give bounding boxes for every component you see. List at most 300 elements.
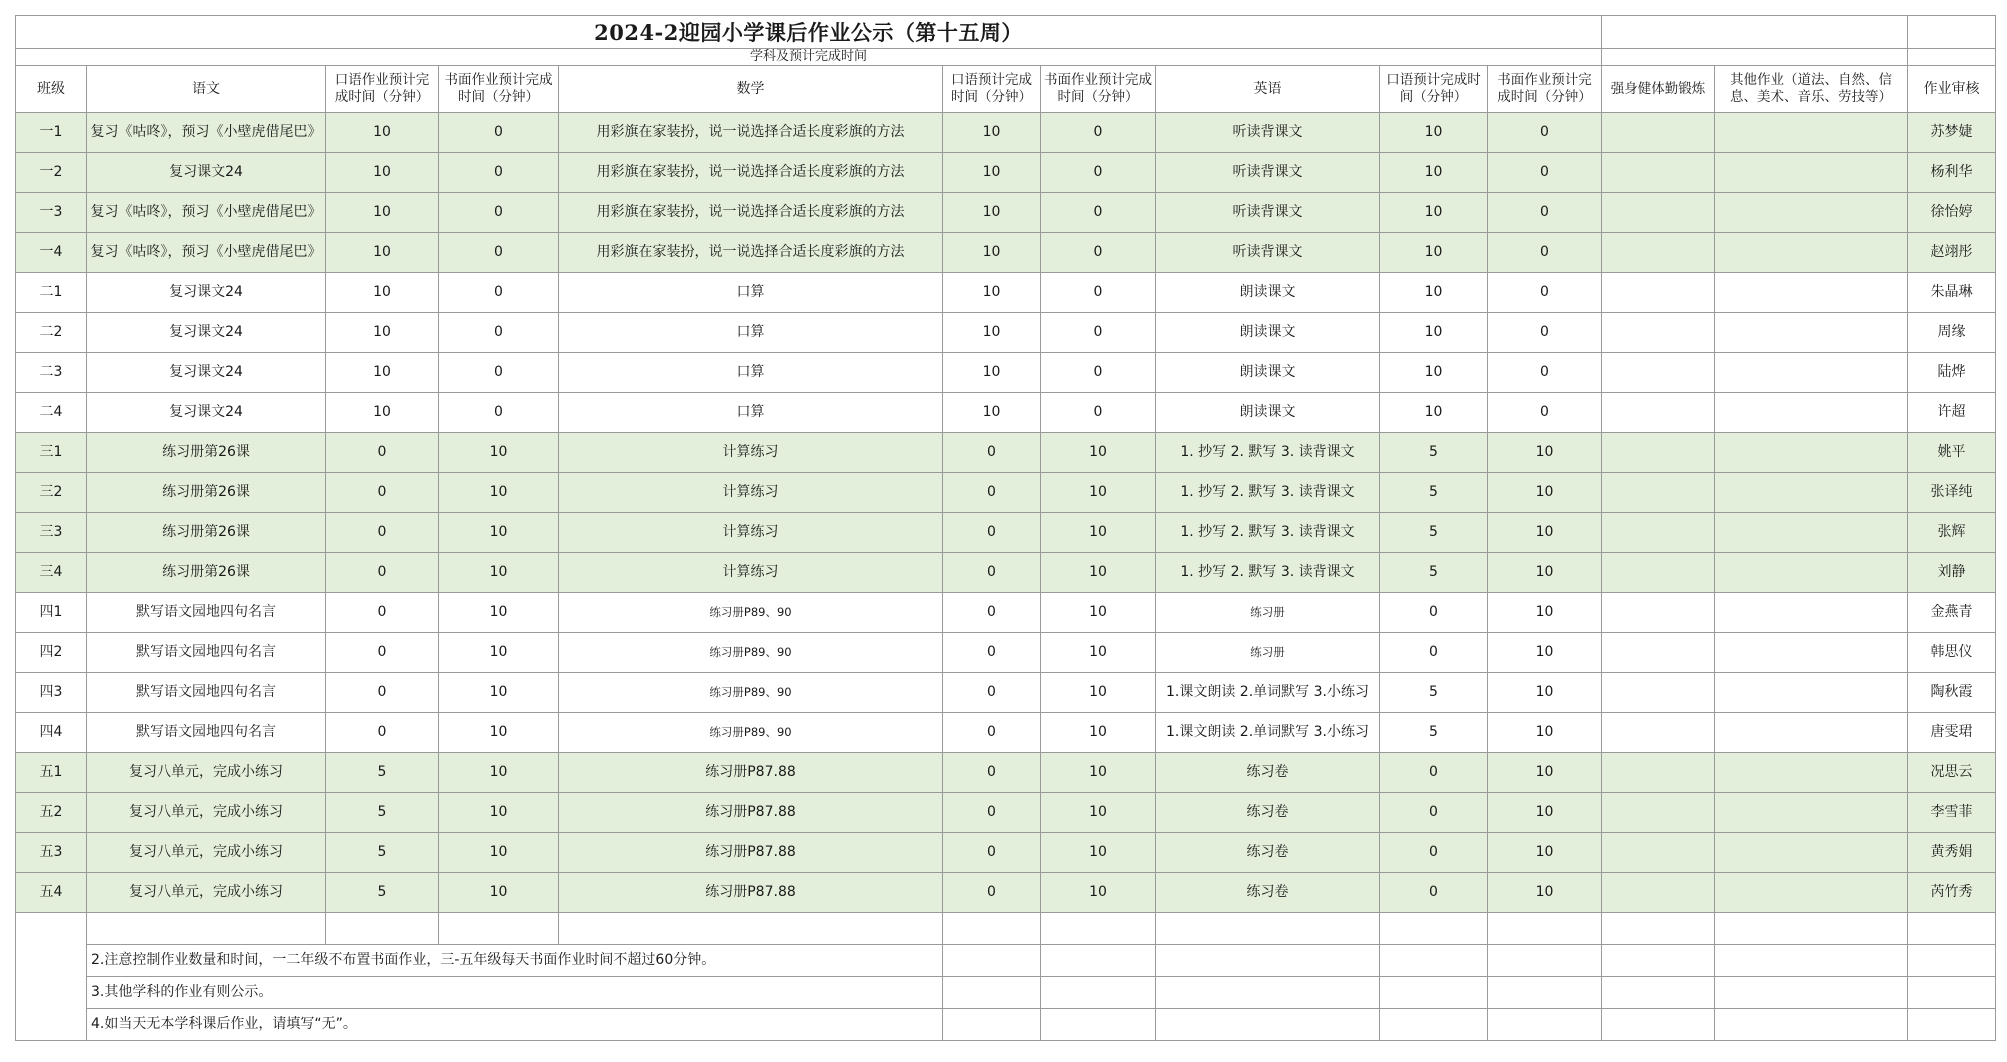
cell-class[interactable]: 五2: [16, 793, 87, 833]
cell-math-written-min[interactable]: 10: [1041, 633, 1156, 673]
cell-math-written-min[interactable]: 10: [1041, 593, 1156, 633]
cell-math-written-min[interactable]: 0: [1041, 313, 1156, 353]
cell-math-written-min[interactable]: 10: [1041, 673, 1156, 713]
cell-math-task[interactable]: 用彩旗在家装扮，说一说选择合适长度彩旗的方法: [559, 233, 943, 273]
cell-math-written-min[interactable]: 0: [1041, 273, 1156, 313]
cell-english-written-min[interactable]: 10: [1488, 753, 1602, 793]
cell-chinese-oral-min[interactable]: 5: [326, 873, 439, 913]
cell-english-written-min[interactable]: 0: [1488, 233, 1602, 273]
cell-exercise[interactable]: [1602, 193, 1715, 233]
cell-reviewer[interactable]: 况思云: [1908, 753, 1996, 793]
cell-chinese-written-min[interactable]: 10: [439, 793, 559, 833]
cell-english-oral-min[interactable]: 0: [1380, 793, 1488, 833]
cell-chinese-oral-min[interactable]: 5: [326, 753, 439, 793]
cell-other[interactable]: [1715, 553, 1908, 593]
cell-class[interactable]: 五1: [16, 753, 87, 793]
cell-chinese-oral-min[interactable]: 10: [326, 353, 439, 393]
cell-english-oral-min[interactable]: 10: [1380, 393, 1488, 433]
cell-english-written-min[interactable]: 10: [1488, 873, 1602, 913]
cell-chinese-oral-min[interactable]: 5: [326, 833, 439, 873]
header-review[interactable]: 作业审核: [1908, 66, 1996, 113]
cell-math-written-min[interactable]: 10: [1041, 433, 1156, 473]
cell-english-oral-min[interactable]: 10: [1380, 313, 1488, 353]
cell-chinese-task[interactable]: 复习《咕咚》，预习《小壁虎借尾巴》: [87, 233, 326, 273]
cell-other[interactable]: [1715, 113, 1908, 153]
cell-class[interactable]: 四3: [16, 673, 87, 713]
empty-cell[interactable]: [1602, 945, 1715, 977]
cell-exercise[interactable]: [1602, 633, 1715, 673]
cell-chinese-oral-min[interactable]: 0: [326, 473, 439, 513]
cell-class[interactable]: 四4: [16, 713, 87, 753]
cell-chinese-task[interactable]: 复习八单元，完成小练习: [87, 793, 326, 833]
cell-chinese-oral-min[interactable]: 0: [326, 433, 439, 473]
cell-chinese-oral-min[interactable]: 0: [326, 673, 439, 713]
cell-exercise[interactable]: [1602, 473, 1715, 513]
cell-chinese-oral-min[interactable]: 10: [326, 393, 439, 433]
cell-chinese-written-min[interactable]: 0: [439, 233, 559, 273]
cell-math-written-min[interactable]: 10: [1041, 833, 1156, 873]
cell-chinese-oral-min[interactable]: 10: [326, 313, 439, 353]
cell-other[interactable]: [1715, 633, 1908, 673]
cell-reviewer[interactable]: 朱晶琳: [1908, 273, 1996, 313]
empty-cell[interactable]: [1602, 977, 1715, 1009]
cell-math-written-min[interactable]: 0: [1041, 193, 1156, 233]
cell-chinese-oral-min[interactable]: 10: [326, 233, 439, 273]
empty-cell[interactable]: [943, 1009, 1041, 1041]
cell-other[interactable]: [1715, 193, 1908, 233]
cell-chinese-task[interactable]: 复习八单元，完成小练习: [87, 833, 326, 873]
cell-english-task[interactable]: 听读背课文: [1156, 153, 1380, 193]
header-english-oral[interactable]: 口语预计完成时间（分钟）: [1380, 66, 1488, 113]
cell-chinese-oral-min[interactable]: 10: [326, 193, 439, 233]
cell-exercise[interactable]: [1602, 353, 1715, 393]
cell-math-task[interactable]: 计算练习: [559, 513, 943, 553]
cell-exercise[interactable]: [1602, 513, 1715, 553]
cell-math-written-min[interactable]: 10: [1041, 473, 1156, 513]
cell-math-task[interactable]: 练习册P87.88: [559, 833, 943, 873]
cell-other[interactable]: [1715, 433, 1908, 473]
cell-chinese-task[interactable]: 复习八单元，完成小练习: [87, 873, 326, 913]
header-chinese-written[interactable]: 书面作业预计完成时间（分钟）: [439, 66, 559, 113]
empty-cell[interactable]: [1488, 977, 1602, 1009]
cell-other[interactable]: [1715, 753, 1908, 793]
cell-english-oral-min[interactable]: 0: [1380, 593, 1488, 633]
cell-math-oral-min[interactable]: 10: [943, 233, 1041, 273]
cell-chinese-written-min[interactable]: 10: [439, 513, 559, 553]
cell-chinese-written-min[interactable]: 10: [439, 673, 559, 713]
cell-math-task[interactable]: 练习册P89、90: [559, 713, 943, 753]
empty-cell[interactable]: [559, 913, 943, 945]
cell-other[interactable]: [1715, 313, 1908, 353]
cell-english-oral-min[interactable]: 5: [1380, 553, 1488, 593]
cell-chinese-oral-min[interactable]: 0: [326, 713, 439, 753]
cell-chinese-task[interactable]: 复习《咕咚》，预习《小壁虎借尾巴》: [87, 113, 326, 153]
cell-math-oral-min[interactable]: 0: [943, 553, 1041, 593]
cell-chinese-written-min[interactable]: 0: [439, 393, 559, 433]
cell-chinese-written-min[interactable]: 0: [439, 193, 559, 233]
cell-english-written-min[interactable]: 10: [1488, 433, 1602, 473]
cell-other[interactable]: [1715, 233, 1908, 273]
empty-cell[interactable]: [1041, 977, 1156, 1009]
cell-english-written-min[interactable]: 0: [1488, 153, 1602, 193]
cell-chinese-task[interactable]: 复习课文24: [87, 273, 326, 313]
header-math[interactable]: 数学: [559, 66, 943, 113]
cell-chinese-task[interactable]: 练习册第26课: [87, 473, 326, 513]
cell-class[interactable]: 一4: [16, 233, 87, 273]
cell-reviewer[interactable]: 姚平: [1908, 433, 1996, 473]
empty-cell[interactable]: [943, 977, 1041, 1009]
cell-exercise[interactable]: [1602, 273, 1715, 313]
cell-math-oral-min[interactable]: 0: [943, 793, 1041, 833]
subject-empty-cell[interactable]: [1908, 49, 1996, 66]
cell-english-oral-min[interactable]: 5: [1380, 513, 1488, 553]
cell-english-oral-min[interactable]: 10: [1380, 273, 1488, 313]
cell-english-oral-min[interactable]: 0: [1380, 633, 1488, 673]
cell-english-task[interactable]: 练习卷: [1156, 793, 1380, 833]
cell-reviewer[interactable]: 杨利华: [1908, 153, 1996, 193]
cell-english-oral-min[interactable]: 10: [1380, 353, 1488, 393]
cell-other[interactable]: [1715, 673, 1908, 713]
cell-english-task[interactable]: 1.课文朗读 2.单词默写 3.小练习: [1156, 673, 1380, 713]
empty-cell[interactable]: [1715, 1009, 1908, 1041]
cell-math-written-min[interactable]: 10: [1041, 793, 1156, 833]
cell-math-written-min[interactable]: 10: [1041, 753, 1156, 793]
cell-math-oral-min[interactable]: 10: [943, 313, 1041, 353]
header-math-oral[interactable]: 口语预计完成时间（分钟）: [943, 66, 1041, 113]
cell-class[interactable]: 五3: [16, 833, 87, 873]
empty-cell[interactable]: [1908, 1009, 1996, 1041]
cell-class[interactable]: 二4: [16, 393, 87, 433]
title-empty-cell[interactable]: [1602, 16, 1908, 49]
cell-reviewer[interactable]: 徐怡婷: [1908, 193, 1996, 233]
title-empty-cell[interactable]: [1908, 16, 1996, 49]
cell-chinese-written-min[interactable]: 10: [439, 713, 559, 753]
cell-english-written-min[interactable]: 10: [1488, 553, 1602, 593]
cell-chinese-written-min[interactable]: 0: [439, 273, 559, 313]
cell-english-task[interactable]: 练习卷: [1156, 833, 1380, 873]
cell-reviewer[interactable]: 陶秋霞: [1908, 673, 1996, 713]
cell-other[interactable]: [1715, 353, 1908, 393]
cell-reviewer[interactable]: 金燕青: [1908, 593, 1996, 633]
cell-math-oral-min[interactable]: 0: [943, 513, 1041, 553]
cell-english-task[interactable]: 1. 抄写 2. 默写 3. 读背课文: [1156, 473, 1380, 513]
cell-exercise[interactable]: [1602, 233, 1715, 273]
empty-cell[interactable]: [1041, 945, 1156, 977]
cell-reviewer[interactable]: 许超: [1908, 393, 1996, 433]
cell-chinese-task[interactable]: 复习课文24: [87, 313, 326, 353]
cell-english-oral-min[interactable]: 5: [1380, 433, 1488, 473]
cell-class[interactable]: 三3: [16, 513, 87, 553]
cell-math-task[interactable]: 口算: [559, 273, 943, 313]
cell-class[interactable]: 四2: [16, 633, 87, 673]
empty-cell[interactable]: [1041, 913, 1156, 945]
cell-english-oral-min[interactable]: 10: [1380, 233, 1488, 273]
cell-chinese-written-min[interactable]: 0: [439, 113, 559, 153]
cell-other[interactable]: [1715, 793, 1908, 833]
cell-math-task[interactable]: 口算: [559, 353, 943, 393]
cell-english-task[interactable]: 练习册: [1156, 593, 1380, 633]
cell-chinese-task[interactable]: 复习八单元，完成小练习: [87, 753, 326, 793]
empty-cell[interactable]: [1715, 977, 1908, 1009]
cell-english-task[interactable]: 1. 抄写 2. 默写 3. 读背课文: [1156, 433, 1380, 473]
empty-cell[interactable]: [326, 913, 439, 945]
cell-chinese-oral-min[interactable]: 0: [326, 553, 439, 593]
cell-english-oral-min[interactable]: 5: [1380, 713, 1488, 753]
cell-math-task[interactable]: 练习册P89、90: [559, 673, 943, 713]
header-english[interactable]: 英语: [1156, 66, 1380, 113]
empty-cell[interactable]: [1602, 1009, 1715, 1041]
empty-cell[interactable]: [87, 913, 326, 945]
cell-class[interactable]: 五4: [16, 873, 87, 913]
cell-math-oral-min[interactable]: 0: [943, 673, 1041, 713]
cell-chinese-task[interactable]: 复习课文24: [87, 153, 326, 193]
cell-chinese-written-min[interactable]: 0: [439, 353, 559, 393]
cell-chinese-oral-min[interactable]: 0: [326, 513, 439, 553]
empty-cell[interactable]: [439, 913, 559, 945]
cell-other[interactable]: [1715, 393, 1908, 433]
empty-cell[interactable]: [1380, 945, 1488, 977]
cell-english-written-min[interactable]: 10: [1488, 713, 1602, 753]
header-math-written[interactable]: 书面作业预计完成时间（分钟）: [1041, 66, 1156, 113]
empty-cell[interactable]: [1715, 945, 1908, 977]
cell-reviewer[interactable]: 赵翊彤: [1908, 233, 1996, 273]
page-title[interactable]: 2024-2迎园小学课后作业公示（第十五周）: [16, 16, 1602, 49]
empty-cell[interactable]: [1488, 913, 1602, 945]
cell-math-written-min[interactable]: 0: [1041, 353, 1156, 393]
cell-math-oral-min[interactable]: 0: [943, 753, 1041, 793]
cell-exercise[interactable]: [1602, 873, 1715, 913]
cell-chinese-written-min[interactable]: 10: [439, 753, 559, 793]
cell-chinese-oral-min[interactable]: 0: [326, 633, 439, 673]
cell-other[interactable]: [1715, 873, 1908, 913]
cell-math-task[interactable]: 计算练习: [559, 553, 943, 593]
cell-math-oral-min[interactable]: 10: [943, 193, 1041, 233]
cell-exercise[interactable]: [1602, 793, 1715, 833]
cell-math-task[interactable]: 用彩旗在家装扮，说一说选择合适长度彩旗的方法: [559, 193, 943, 233]
cell-math-task[interactable]: 计算练习: [559, 473, 943, 513]
cell-chinese-task[interactable]: 复习《咕咚》，预习《小壁虎借尾巴》: [87, 193, 326, 233]
cell-math-written-min[interactable]: 0: [1041, 393, 1156, 433]
cell-math-written-min[interactable]: 0: [1041, 233, 1156, 273]
cell-class[interactable]: 四1: [16, 593, 87, 633]
cell-reviewer[interactable]: 唐雯珺: [1908, 713, 1996, 753]
empty-cell[interactable]: [1715, 913, 1908, 945]
cell-english-task[interactable]: 练习卷: [1156, 753, 1380, 793]
cell-math-oral-min[interactable]: 10: [943, 113, 1041, 153]
cell-chinese-written-min[interactable]: 10: [439, 593, 559, 633]
cell-chinese-written-min[interactable]: 10: [439, 873, 559, 913]
cell-other[interactable]: [1715, 593, 1908, 633]
cell-math-task[interactable]: 计算练习: [559, 433, 943, 473]
cell-math-written-min[interactable]: 10: [1041, 513, 1156, 553]
cell-math-task[interactable]: 用彩旗在家装扮，说一说选择合适长度彩旗的方法: [559, 113, 943, 153]
empty-cell[interactable]: [1156, 977, 1380, 1009]
cell-math-task[interactable]: 练习册P87.88: [559, 873, 943, 913]
cell-english-oral-min[interactable]: 10: [1380, 153, 1488, 193]
cell-chinese-oral-min[interactable]: 10: [326, 113, 439, 153]
cell-math-task[interactable]: 口算: [559, 313, 943, 353]
cell-reviewer[interactable]: 刘静: [1908, 553, 1996, 593]
cell-english-oral-min[interactable]: 10: [1380, 113, 1488, 153]
cell-reviewer[interactable]: 李雪菲: [1908, 793, 1996, 833]
note-text[interactable]: 4.如当天无本学科课后作业，请填写“无”。: [87, 1009, 943, 1041]
cell-chinese-oral-min[interactable]: 10: [326, 153, 439, 193]
cell-english-written-min[interactable]: 0: [1488, 353, 1602, 393]
cell-chinese-written-min[interactable]: 10: [439, 633, 559, 673]
cell-english-written-min[interactable]: 0: [1488, 193, 1602, 233]
cell-chinese-task[interactable]: 复习课文24: [87, 353, 326, 393]
cell-exercise[interactable]: [1602, 153, 1715, 193]
cell-english-task[interactable]: 听读背课文: [1156, 193, 1380, 233]
cell-chinese-task[interactable]: 复习课文24: [87, 393, 326, 433]
empty-cell[interactable]: [1156, 945, 1380, 977]
cell-english-oral-min[interactable]: 5: [1380, 673, 1488, 713]
empty-cell[interactable]: [1041, 1009, 1156, 1041]
cell-exercise[interactable]: [1602, 593, 1715, 633]
cell-exercise[interactable]: [1602, 673, 1715, 713]
cell-english-written-min[interactable]: 10: [1488, 473, 1602, 513]
cell-math-oral-min[interactable]: 10: [943, 393, 1041, 433]
cell-math-task[interactable]: 练习册P87.88: [559, 793, 943, 833]
cell-chinese-oral-min[interactable]: 0: [326, 593, 439, 633]
cell-exercise[interactable]: [1602, 713, 1715, 753]
subject-empty-cell[interactable]: [1602, 49, 1908, 66]
subject-time-label[interactable]: 学科及预计完成时间: [16, 49, 1602, 66]
cell-math-written-min[interactable]: 0: [1041, 153, 1156, 193]
cell-math-task[interactable]: 练习册P89、90: [559, 633, 943, 673]
cell-class[interactable]: 二1: [16, 273, 87, 313]
cell-math-oral-min[interactable]: 0: [943, 873, 1041, 913]
cell-chinese-oral-min[interactable]: 5: [326, 793, 439, 833]
cell-class[interactable]: 一1: [16, 113, 87, 153]
cell-reviewer[interactable]: 周缘: [1908, 313, 1996, 353]
cell-other[interactable]: [1715, 713, 1908, 753]
cell-english-oral-min[interactable]: 0: [1380, 873, 1488, 913]
cell-english-task[interactable]: 1. 抄写 2. 默写 3. 读背课文: [1156, 553, 1380, 593]
cell-other[interactable]: [1715, 273, 1908, 313]
cell-english-written-min[interactable]: 0: [1488, 113, 1602, 153]
cell-english-written-min[interactable]: 10: [1488, 793, 1602, 833]
empty-cell[interactable]: [1380, 1009, 1488, 1041]
empty-cell[interactable]: [1908, 945, 1996, 977]
cell-math-oral-min[interactable]: 10: [943, 273, 1041, 313]
cell-chinese-task[interactable]: 默写语文园地四句名言: [87, 593, 326, 633]
cell-class[interactable]: 三2: [16, 473, 87, 513]
cell-english-written-min[interactable]: 10: [1488, 633, 1602, 673]
cell-english-task[interactable]: 朗读课文: [1156, 313, 1380, 353]
cell-math-written-min[interactable]: 10: [1041, 553, 1156, 593]
cell-chinese-written-min[interactable]: 10: [439, 553, 559, 593]
empty-cell[interactable]: [1488, 945, 1602, 977]
cell-class[interactable]: 二3: [16, 353, 87, 393]
empty-cell[interactable]: [16, 913, 87, 1041]
cell-math-written-min[interactable]: 10: [1041, 873, 1156, 913]
cell-reviewer[interactable]: 芮竹秀: [1908, 873, 1996, 913]
cell-chinese-task[interactable]: 默写语文园地四句名言: [87, 713, 326, 753]
cell-english-task[interactable]: 朗读课文: [1156, 353, 1380, 393]
cell-chinese-task[interactable]: 默写语文园地四句名言: [87, 673, 326, 713]
cell-math-written-min[interactable]: 10: [1041, 713, 1156, 753]
empty-cell[interactable]: [1908, 913, 1996, 945]
empty-cell[interactable]: [1156, 1009, 1380, 1041]
cell-exercise[interactable]: [1602, 113, 1715, 153]
cell-english-written-min[interactable]: 0: [1488, 313, 1602, 353]
cell-chinese-task[interactable]: 练习册第26课: [87, 553, 326, 593]
cell-math-written-min[interactable]: 0: [1041, 113, 1156, 153]
cell-reviewer[interactable]: 张辉: [1908, 513, 1996, 553]
empty-cell[interactable]: [1488, 1009, 1602, 1041]
cell-english-written-min[interactable]: 10: [1488, 513, 1602, 553]
cell-chinese-task[interactable]: 默写语文园地四句名言: [87, 633, 326, 673]
cell-math-task[interactable]: 用彩旗在家装扮，说一说选择合适长度彩旗的方法: [559, 153, 943, 193]
cell-english-written-min[interactable]: 10: [1488, 593, 1602, 633]
header-chinese-oral[interactable]: 口语作业预计完成时间（分钟）: [326, 66, 439, 113]
cell-chinese-task[interactable]: 练习册第26课: [87, 513, 326, 553]
header-english-written[interactable]: 书面作业预计完成时间（分钟）: [1488, 66, 1602, 113]
cell-reviewer[interactable]: 黄秀娟: [1908, 833, 1996, 873]
empty-cell[interactable]: [1380, 913, 1488, 945]
cell-math-oral-min[interactable]: 0: [943, 833, 1041, 873]
cell-reviewer[interactable]: 苏梦婕: [1908, 113, 1996, 153]
cell-english-written-min[interactable]: 10: [1488, 833, 1602, 873]
cell-math-oral-min[interactable]: 0: [943, 473, 1041, 513]
cell-chinese-written-min[interactable]: 10: [439, 473, 559, 513]
cell-reviewer[interactable]: 陆烨: [1908, 353, 1996, 393]
cell-chinese-written-min[interactable]: 0: [439, 313, 559, 353]
cell-other[interactable]: [1715, 153, 1908, 193]
cell-chinese-written-min[interactable]: 10: [439, 433, 559, 473]
cell-english-written-min[interactable]: 10: [1488, 673, 1602, 713]
cell-class[interactable]: 一2: [16, 153, 87, 193]
cell-english-written-min[interactable]: 0: [1488, 393, 1602, 433]
cell-class[interactable]: 三1: [16, 433, 87, 473]
empty-cell[interactable]: [1602, 913, 1715, 945]
cell-math-oral-min[interactable]: 10: [943, 153, 1041, 193]
cell-english-task[interactable]: 朗读课文: [1156, 273, 1380, 313]
cell-english-task[interactable]: 1. 抄写 2. 默写 3. 读背课文: [1156, 513, 1380, 553]
cell-english-task[interactable]: 朗读课文: [1156, 393, 1380, 433]
header-chinese[interactable]: 语文: [87, 66, 326, 113]
note-text[interactable]: 2.注意控制作业数量和时间，一二年级不布置书面作业，三-五年级每天书面作业时间不超过60分钟。: [87, 945, 943, 977]
cell-reviewer[interactable]: 张译纯: [1908, 473, 1996, 513]
header-class[interactable]: 班级: [16, 66, 87, 113]
cell-chinese-written-min[interactable]: 10: [439, 833, 559, 873]
cell-exercise[interactable]: [1602, 833, 1715, 873]
cell-math-task[interactable]: 口算: [559, 393, 943, 433]
cell-other[interactable]: [1715, 473, 1908, 513]
cell-other[interactable]: [1715, 833, 1908, 873]
cell-english-task[interactable]: 听读背课文: [1156, 113, 1380, 153]
cell-math-oral-min[interactable]: 10: [943, 353, 1041, 393]
cell-class[interactable]: 二2: [16, 313, 87, 353]
cell-reviewer[interactable]: 韩思仪: [1908, 633, 1996, 673]
cell-english-task[interactable]: 听读背课文: [1156, 233, 1380, 273]
cell-chinese-written-min[interactable]: 0: [439, 153, 559, 193]
cell-math-oral-min[interactable]: 0: [943, 433, 1041, 473]
cell-math-oral-min[interactable]: 0: [943, 593, 1041, 633]
header-other[interactable]: 其他作业（道法、自然、信息、美术、音乐、劳技等）: [1715, 66, 1908, 113]
cell-english-oral-min[interactable]: 0: [1380, 833, 1488, 873]
cell-math-task[interactable]: 练习册P89、90: [559, 593, 943, 633]
cell-chinese-oral-min[interactable]: 10: [326, 273, 439, 313]
cell-english-oral-min[interactable]: 0: [1380, 753, 1488, 793]
empty-cell[interactable]: [1380, 977, 1488, 1009]
header-exercise[interactable]: 强身健体勤锻炼: [1602, 66, 1715, 113]
cell-english-oral-min[interactable]: 10: [1380, 193, 1488, 233]
empty-cell[interactable]: [943, 945, 1041, 977]
cell-class[interactable]: 一3: [16, 193, 87, 233]
cell-math-oral-min[interactable]: 0: [943, 633, 1041, 673]
